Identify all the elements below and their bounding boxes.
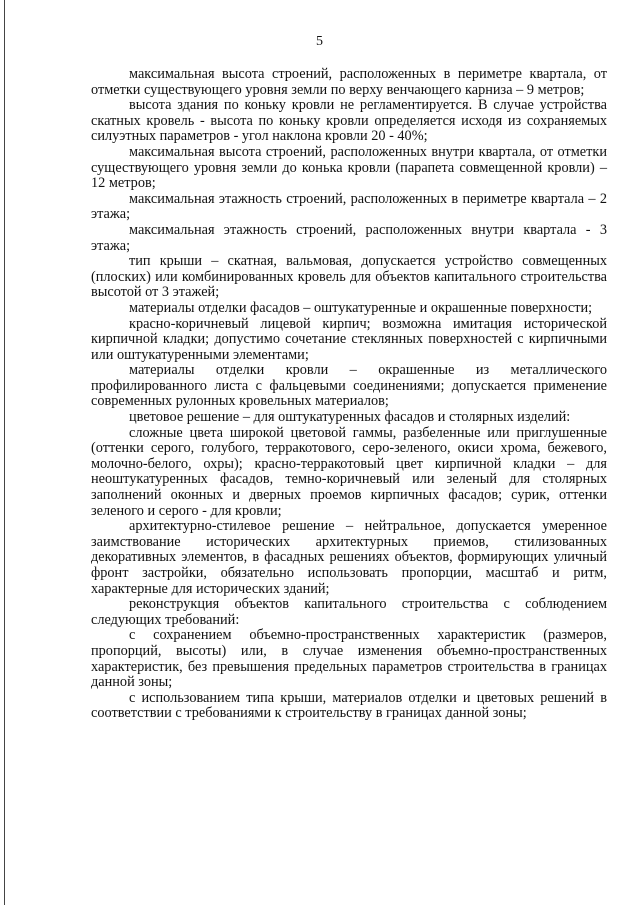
- paragraph: красно-коричневый лицевой кирпич; возможна имитация исторической кирпичной кладки; допустимо сочетание стеклянных поверхностей с кирпичными или оштукатуренными элементами;: [91, 315, 607, 363]
- paragraph: тип крыши – скатная, вальмовая, допускается устройство совмещенных (плоских) или комбинированных кровель для объектов капитального строительства высотой от 3 этажей;: [91, 253, 607, 301]
- paragraph: с использованием типа крыши, материалов отделки и цветовых решений в соответствии с требованиями к строительству в границах данной зоны;: [91, 689, 607, 722]
- paragraph: максимальная этажность строений, расположенных в периметре квартала – 2 этажа;: [91, 190, 607, 223]
- paragraph: архитектурно-стилевое решение – нейтральное, допускается умеренное заимствование исторических архитектурных приемов, стилизованных декоративных элементов, в фасадных решениях объектов, формирующих уличный фронт застройки, обязательно использовать пропорции, масштаб и ритм, характерные для исторических зданий;: [91, 518, 607, 597]
- paragraph: материалы отделки фасадов – оштукатуренные и окрашенные поверхности;: [129, 299, 593, 316]
- paragraph: высота здания по коньку кровли не регламентируется. В случае устройства скатных кровель - высота по коньку кровли определяется исходя из сохраняемых силуэтных параметров - угол наклона кровли 20 - 40%;: [91, 97, 607, 145]
- paragraph: максимальная высота строений, расположенных внутри квартала, от отметки существующего уровня земли до конька кровли (парапета совмещенной кровли) – 12 метров;: [91, 143, 607, 192]
- page-left-border: [4, 0, 5, 905]
- paragraph: максимальная этажность строений, расположенных внутри квартала - 3 этажа;: [91, 221, 607, 254]
- paragraph: сложные цвета широкой цветовой гаммы, разбеленные или приглушенные (оттенки серого, голубого, терракотового, серо-зеленого, окиси хрома, бежевого, молочно-белого, охры); красно-терракотовый цвет кирпичной кладки – для неоштукатуренных фасадов, темно-коричневый или зеленый для столярных заполнений оконных и дверных проемов кирпичных фасадов; сурик, оттенки зеленого и серого - для кровли;: [91, 424, 607, 519]
- paragraph: с сохранением объемно-пространственных характеристик (размеров, пропорций, высоты) или, в случае изменения объемно-пространственных характеристик, без превышения предельных параметров строительства в границах данной зоны;: [91, 627, 607, 691]
- paragraph: цветовое решение – для оштукатуренных фасадов и столярных изделий:: [129, 409, 571, 426]
- page-number: 5: [316, 34, 323, 49]
- document-body: [91, 67, 607, 722]
- paragraph: материалы отделки кровли – окрашенные из металлического профилированного листа с фальцевыми соединениями; допускается применение современных рулонных кровельных материалов;: [91, 362, 607, 410]
- paragraph: максимальная высота строений, расположенных в периметре квартала, от отметки существующего уровня земли по верху венчающего карниза – 9 метров;: [91, 66, 607, 98]
- paragraph: реконструкция объектов капитального строительства с соблюдением следующих требований:: [91, 596, 607, 628]
